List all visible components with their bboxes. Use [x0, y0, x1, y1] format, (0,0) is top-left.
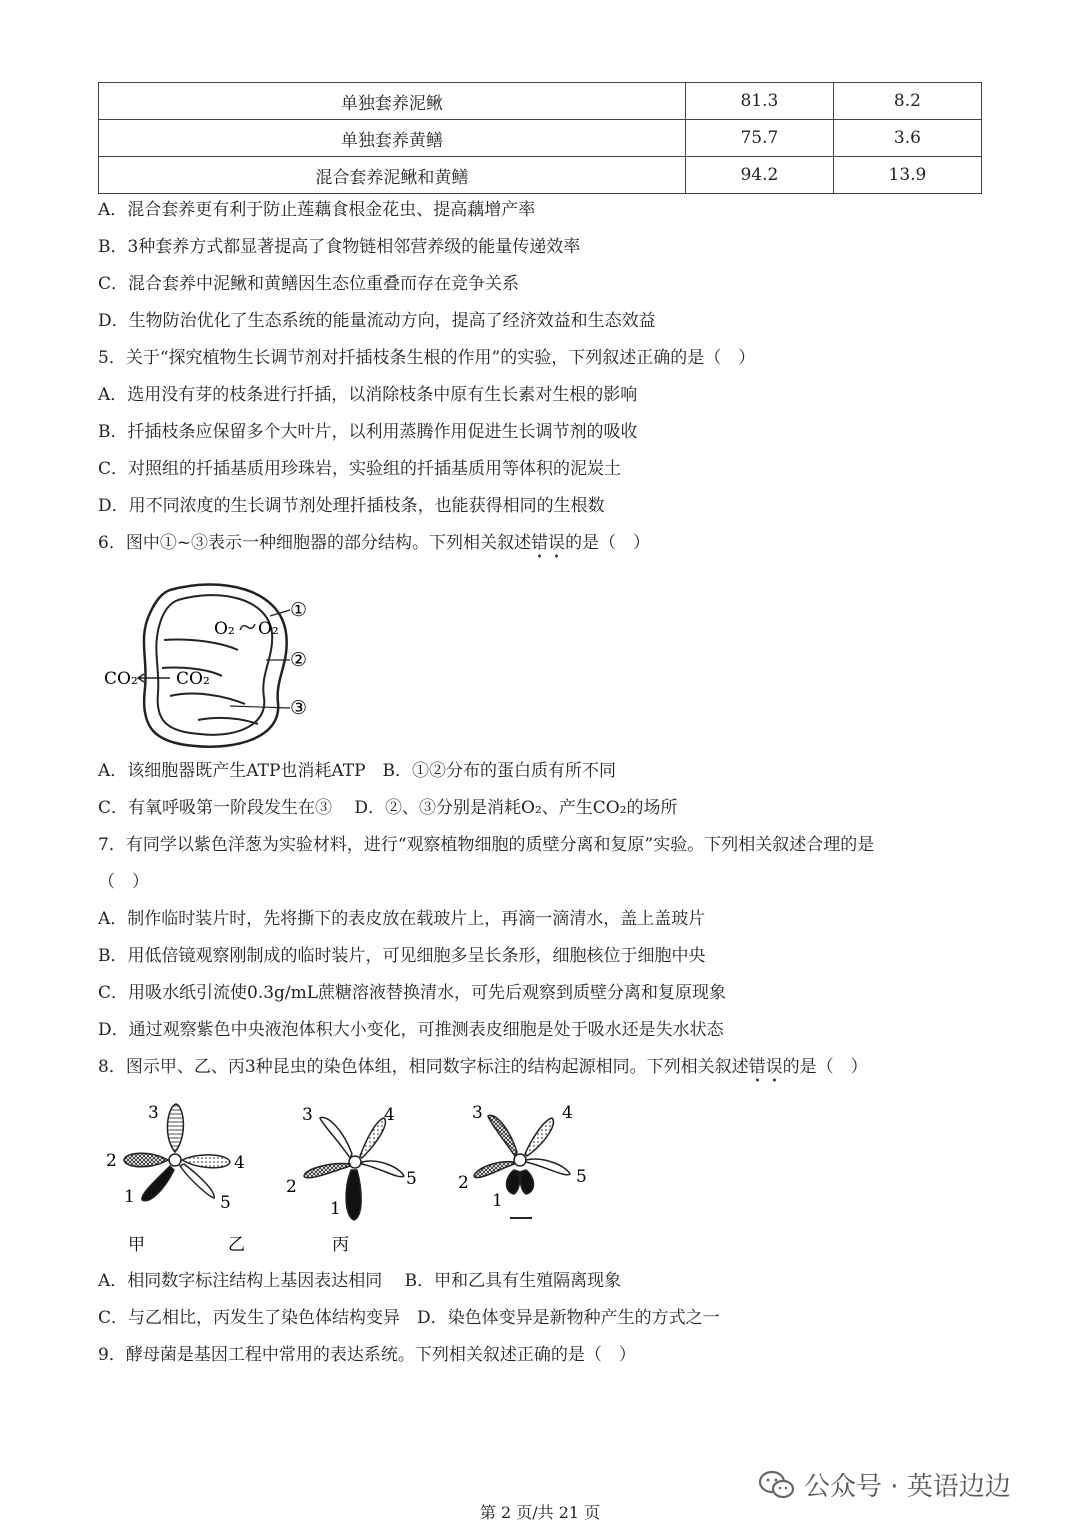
num-2: 2	[106, 1151, 117, 1171]
chromosome-set-jia	[106, 1103, 245, 1255]
num-4: 4	[562, 1103, 573, 1123]
table-cell: 13.9	[833, 157, 981, 194]
num-2: 2	[286, 1177, 297, 1197]
page-footer: 第 2 页/共 21 页	[479, 1503, 601, 1522]
q5-option-b: B．扦插枝条应保留多个大叶片，以利用蒸腾作用促进生长调节剂的吸收	[98, 422, 638, 442]
table-cell: 8.2	[833, 83, 981, 120]
q6-stem	[98, 532, 650, 554]
table-cell: 单独套养泥鳅	[99, 83, 686, 120]
q4-option-a: A．混合套养更有利于防止莲藕食根金花虫、提高藕增产率	[98, 200, 536, 220]
num-1: 1	[330, 1199, 341, 1219]
o2-arrow	[240, 624, 255, 630]
q7-option-a: A．制作临时装片时，先将撕下的表皮放在载玻片上，再滴一滴清水，盖上盖玻片	[98, 909, 706, 929]
num-5: 5	[576, 1167, 587, 1187]
o2-label-right: O₂	[258, 619, 279, 639]
num-1: 1	[492, 1191, 503, 1211]
q6-options-cd: C．有氧呼吸第一阶段发生在③ D．②、③分别是消耗O₂、产生CO₂的场所	[98, 798, 678, 818]
table-cell: 单独套养黄鳝	[99, 120, 686, 157]
co2-label-left: CO₂	[104, 669, 138, 689]
q6-stem-post: 的是（ ）	[565, 533, 651, 553]
num-3: 3	[302, 1105, 313, 1125]
chromosome-set-bing	[332, 1103, 587, 1255]
q7-stem: 7．有同学以紫色洋葱为实验材料，进行“观察植物细胞的质壁分离和复原”实验。下列相关叙述合理的是	[98, 835, 875, 855]
label-3: ③	[290, 697, 308, 719]
q5-option-a: A．选用没有芽的枝条进行扦插，以消除枝条中原有生长素对生根的影响	[98, 385, 638, 405]
label-1: ①	[290, 599, 308, 621]
chromosome-set-yi	[228, 1105, 417, 1255]
table-cell: 81.3	[685, 83, 833, 120]
q7-option-c: C．用吸水纸引流使0.3g/mL蔗糖溶液替换清水，可先后观察到质壁分离和复原现象	[98, 983, 727, 1003]
q7-paren: （ ）	[98, 872, 149, 892]
table-cell: 75.7	[685, 120, 833, 157]
q4-option-b: B．3种套养方式都显著提高了食物链相邻营养级的能量传递效率	[98, 237, 581, 257]
num-2: 2	[458, 1173, 469, 1193]
num-5: 5	[220, 1193, 231, 1213]
wechat-icon	[758, 1470, 796, 1500]
chromosome-sets-diagram	[100, 1096, 600, 1256]
num-4: 4	[234, 1153, 245, 1173]
q5-option-d: D．用不同浓度的生长调节剂处理扦插枝条，也能获得相同的生根数	[98, 496, 605, 516]
q8-options-cd: C．与乙相比，丙发生了染色体结构变异 D．染色体变异是新物种产生的方式之一	[98, 1308, 720, 1328]
num-4: 4	[384, 1105, 395, 1125]
num-1: 1	[124, 1187, 135, 1207]
label-2: ②	[290, 649, 308, 671]
label-yi: 乙	[228, 1235, 245, 1255]
table-row	[99, 157, 982, 194]
q9-stem: 9．酵母菌是基因工程中常用的表达系统。下列相关叙述正确的是（ ）	[98, 1345, 636, 1365]
q8-stem-post: 的是（ ）	[782, 1057, 868, 1077]
table-cell: 94.2	[685, 157, 833, 194]
label-bing: 丙	[332, 1235, 349, 1255]
o2-label-left: O₂	[214, 619, 235, 639]
q6-stem-emphasis: 错误	[531, 533, 565, 559]
table-row	[99, 83, 982, 120]
num-5: 5	[406, 1169, 417, 1189]
co2-label-right: CO₂	[176, 669, 210, 689]
q6-options-ab: A．该细胞器既产生ATP也消耗ATP B．①②分布的蛋白质有所不同	[98, 761, 617, 781]
num-3: 3	[148, 1103, 159, 1123]
table-cell: 3.6	[833, 120, 981, 157]
q5-stem: 5．关于“探究植物生长调节剂对扦插枝条生根的作用”的实验，下列叙述正确的是（ ）	[98, 348, 756, 368]
mitochondrion-diagram	[100, 578, 325, 753]
watermark-text: 公众号 · 英语边边	[804, 1472, 1011, 1502]
leader-line-3	[230, 706, 290, 708]
crista	[164, 639, 238, 650]
q8-stem-pre: 8．图示甲、乙、丙3种昆虫的染色体组，相同数字标注的结构起源相同。下列相关叙述	[98, 1057, 749, 1077]
watermark	[758, 1466, 1011, 1503]
table-row	[99, 120, 982, 157]
crista	[198, 718, 258, 724]
q8-options-ab: A．相同数字标注结构上基因表达相同 B．甲和乙具有生殖隔离现象	[98, 1271, 622, 1291]
num-3: 3	[472, 1103, 483, 1123]
co2-arrow	[138, 674, 170, 682]
q5-option-c: C．对照组的扦插基质用珍珠岩，实验组的扦插基质用等体积的泥炭土	[98, 459, 622, 479]
inner-membrane	[156, 595, 272, 735]
q6-stem-pre: 6．图中①~③表示一种细胞器的部分结构。下列相关叙述	[98, 533, 532, 553]
q8-stem	[98, 1056, 868, 1078]
table-cell: 混合套养泥鳅和黄鳝	[99, 157, 686, 194]
q7-option-d: D．通过观察紫色中央液泡体积大小变化，可推测表皮细胞是处于吸水还是失水状态	[98, 1020, 724, 1040]
label-jia: 甲	[128, 1235, 145, 1255]
q7-option-b: B．用低倍镜观察刚制成的临时装片，可见细胞多呈长条形，细胞核位于细胞中央	[98, 946, 706, 966]
q4-option-d: D．生物防治优化了生态系统的能量流动方向，提高了经济效益和生态效益	[98, 311, 656, 331]
q8-stem-emphasis: 错误	[749, 1057, 783, 1083]
q4-option-c: C．混合套养中泥鳅和黄鳝因生态位重叠而存在竞争关系	[98, 274, 520, 294]
crista	[170, 694, 245, 704]
data-table	[98, 82, 982, 194]
